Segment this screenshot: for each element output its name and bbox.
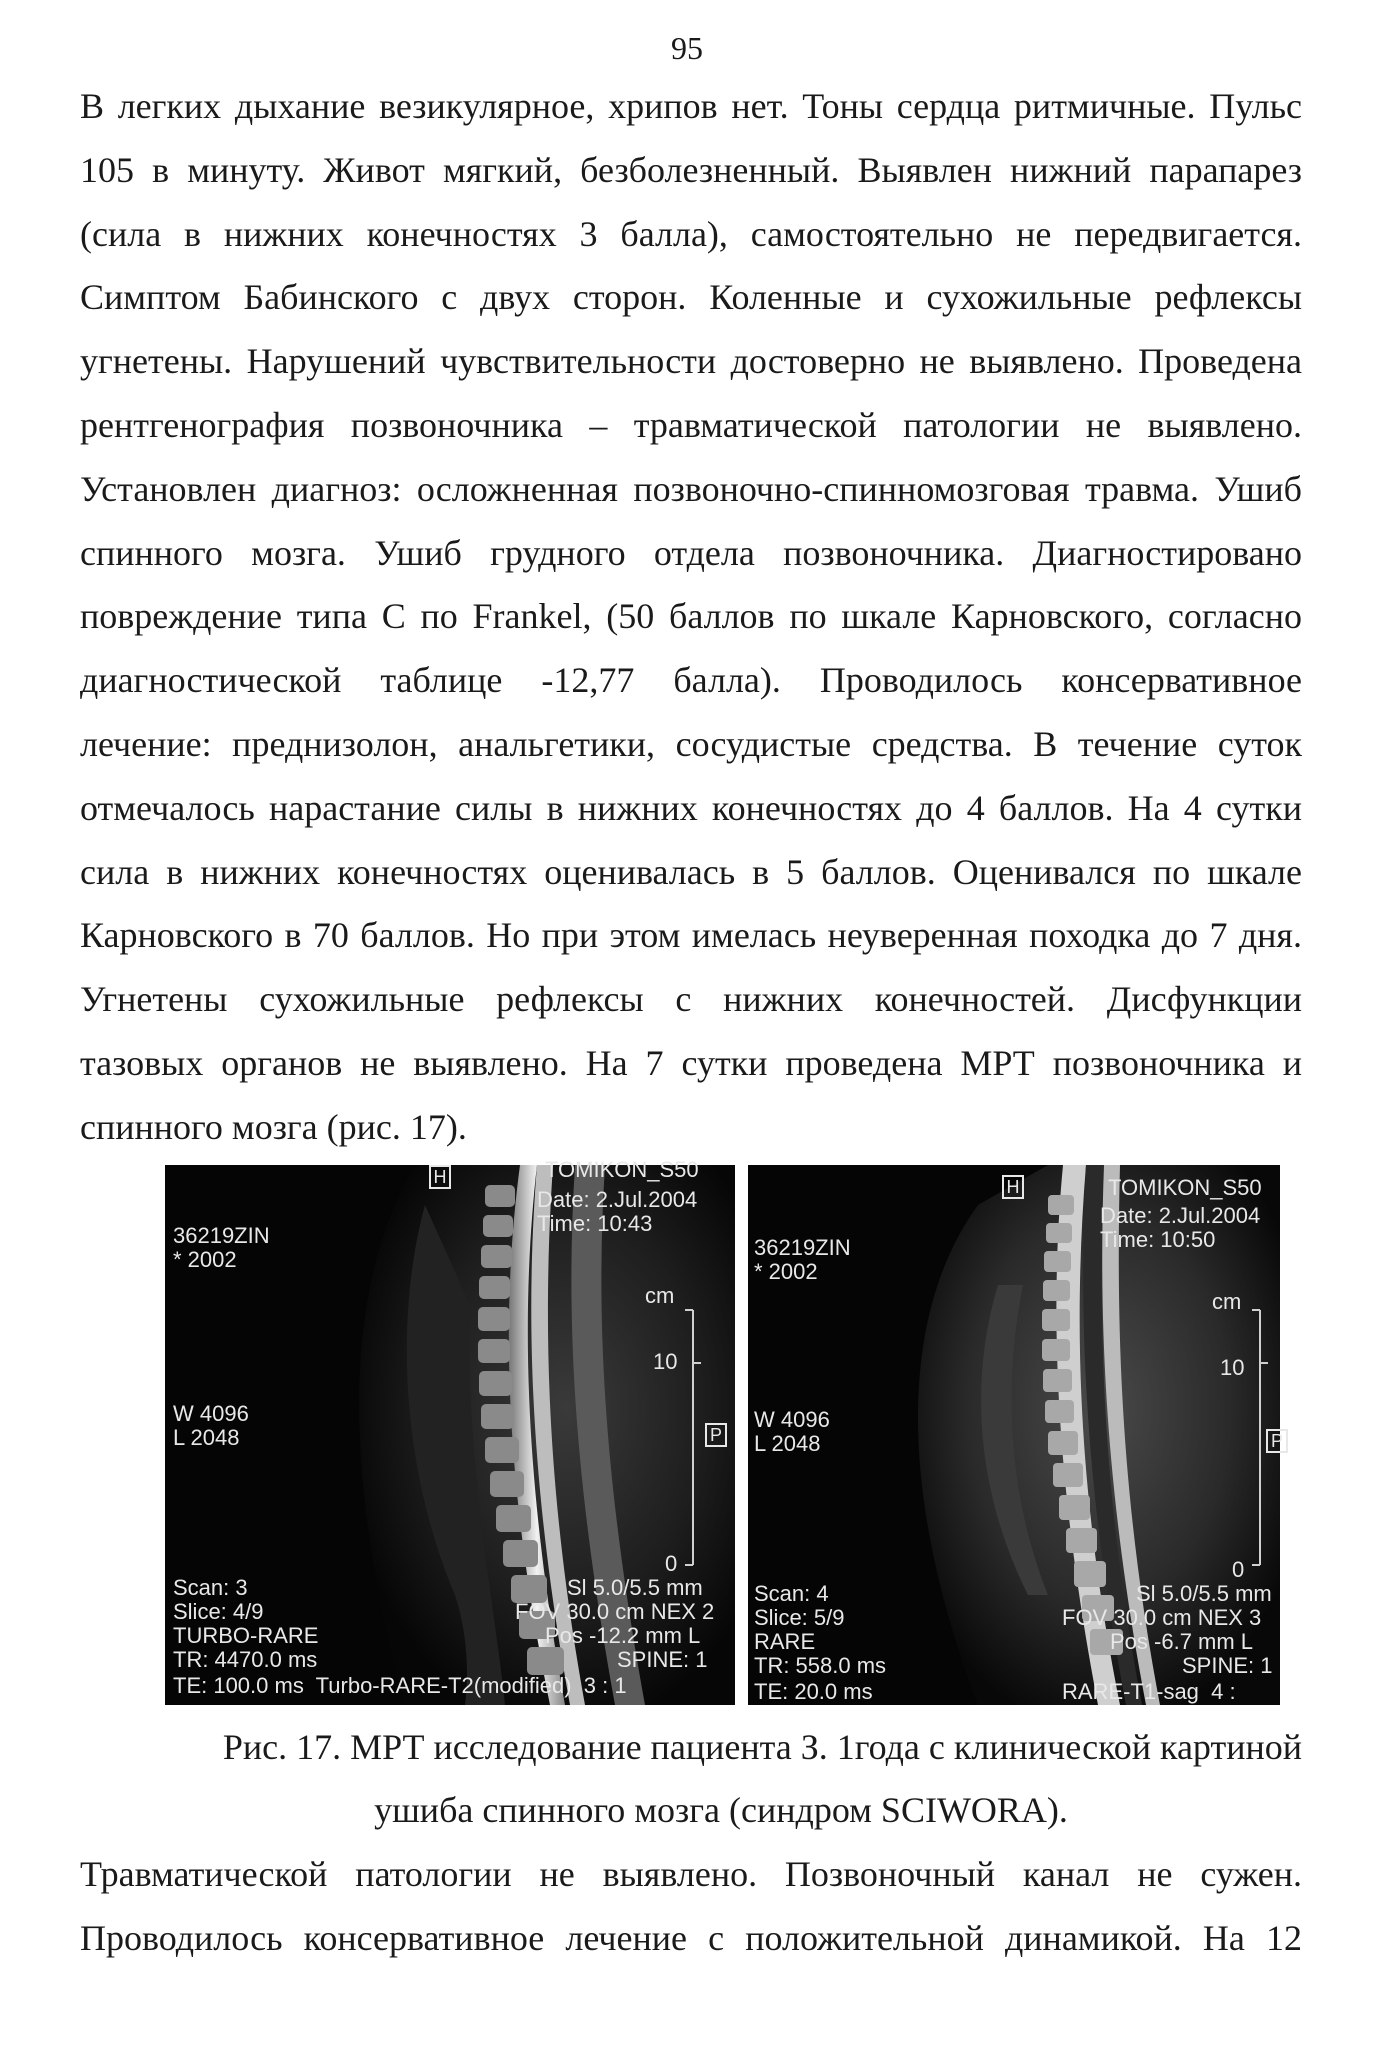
text-line: повреждение типа С по Frankel, (50 баллов по шкале Карновского, согласно [80,596,1302,637]
text-line: сила в нижних конечностях оценивалась в 5 баллов. Оценивался по шкале [80,851,1302,892]
mri-patient-id: 36219ZIN [173,1223,270,1248]
text-line: спинного мозга. Ушиб грудного отдела позвоночника. Диагностировано [80,532,1302,573]
mri-date: Date: 2.Jul.2004 [537,1187,698,1212]
posterior-marker: P [1266,1429,1288,1453]
text-line: Травматической патологии не выявлено. Позвоночный канал не сужен. [80,1854,1302,1894]
text-line: (сила в нижних конечностях 3 балла), самостоятельно не передвигается. [80,213,1302,254]
text-line: В легких дыхание везикулярное, хрипов нет. Тоны сердца ритмичные. Пульс [80,86,1302,126]
mri-patient-id: 36219ZIN [754,1235,851,1260]
text-line: угнетены. Нарушений чувствительности достоверно не выявлено. Проведена [80,341,1302,382]
mri-te: TE: 20.0 ms [754,1679,873,1704]
text-line: рентгенография позвоночника – травматической патологии не выявлено. [80,404,1302,445]
mri-window: W 4096 [173,1401,249,1426]
text-line: Установлен диагноз: осложненная позвоночно-спинномозговая травма. Ушиб [80,468,1302,509]
mri-level: L 2048 [173,1425,240,1450]
mri-scale-0: 0 [665,1551,678,1576]
mri-position: Pos -12.2 mm L [545,1623,701,1648]
mri-scan: Scan: 3 [173,1575,248,1600]
mri-scale-10: 10 [1220,1355,1245,1380]
mri-birth: * 2002 [173,1247,237,1272]
figure-caption-line-1: Рис. 17. МРТ исследование пациента З. 1года с клинической картиной [222,1727,1302,1767]
mri-date: Date: 2.Jul.2004 [1100,1203,1261,1228]
posterior-marker: P [705,1423,727,1447]
text-line: лечение: преднизолон, анальгетики, сосудистые средства. В течение суток [80,723,1302,764]
mri-scale-10: 10 [653,1349,678,1374]
mri-tr: TR: 558.0 ms [754,1653,887,1678]
head-marker: H [1002,1175,1024,1199]
mri-header: TOMIKON_S50 [545,1157,699,1182]
mri-position: Pos -6.7 mm L [1110,1629,1254,1654]
text-line: диагностической таблице -12,77 балла). Проводилось консервативное [80,660,1302,701]
page-number: 95 [671,30,703,66]
mri-sequence: TURBO-RARE [173,1623,319,1648]
figure-caption-line-2: ушиба спинного мозга (синдром SCIWORA). [374,1790,1068,1830]
mri-scale-unit: cm [645,1283,675,1308]
main-paragraph [80,75,1302,1160]
mri-slice-thickness: Sl 5.0/5.5 mm [567,1575,703,1600]
mri-spine: SPINE: 1 [1182,1653,1273,1678]
mri-fov: FOV 30.0 cm NEX 3 [1062,1605,1262,1630]
mri-sequence: RARE [754,1629,816,1654]
text-line: отмечалось нарастание силы в нижних конечностях до 4 баллов. На 4 сутки [80,787,1302,828]
text-line: Карновского в 70 баллов. Но при этом имелась неуверенная походка до 7 дня. [80,915,1302,956]
mri-scale-unit: cm [1212,1289,1242,1314]
mri-image-t2 [165,1157,735,1705]
mri-scale-0: 0 [1232,1557,1245,1582]
mri-spine: SPINE: 1 [617,1647,708,1672]
mri-birth: * 2002 [754,1259,818,1284]
text-line: тазовых органов не выявлено. На 7 сутки проведена МРТ позвоночника и [80,1042,1302,1083]
text-line: Проводилось консервативное лечение с положительной динамикой. На 12 [80,1917,1302,1958]
mri-header: TOMIKON_S50 [1108,1175,1262,1200]
mri-window: W 4096 [754,1407,830,1432]
mri-slice: Slice: 5/9 [754,1605,845,1630]
text-line: спинного мозга (рис. 17). [80,1106,467,1147]
head-marker: H [429,1165,451,1189]
mri-level: L 2048 [754,1431,821,1456]
text-line: Угнетены сухожильные рефлексы с нижних конечностей. Дисфункции [80,979,1302,1020]
text-line: 105 в минуту. Живот мягкий, безболезненный. Выявлен нижний парапарез [80,149,1302,190]
mri-time: Time: 10:50 [1100,1227,1216,1252]
mri-fov: FOV 30.0 cm NEX 2 [515,1599,715,1624]
mri-te: TE: 100.0 ms Turbo-RARE-T2(modified) 3 : 1 [173,1673,627,1698]
mri-scan: Scan: 4 [754,1581,829,1606]
text-line: Симптом Бабинского с двух сторон. Коленные и сухожильные рефлексы [80,277,1302,318]
figure-17 [165,1157,1283,1705]
mri-time: Time: 10:43 [537,1211,653,1236]
mri-tr: TR: 4470.0 ms [173,1647,318,1672]
mri-slice: Slice: 4/9 [173,1599,264,1624]
continuation-paragraph [80,1843,1302,1971]
mri-image-t1 [748,1165,1283,1705]
mri-sequence-label: RARE-T1-sag 4 : [1062,1679,1236,1704]
mri-slice-thickness: Sl 5.0/5.5 mm [1136,1581,1272,1606]
